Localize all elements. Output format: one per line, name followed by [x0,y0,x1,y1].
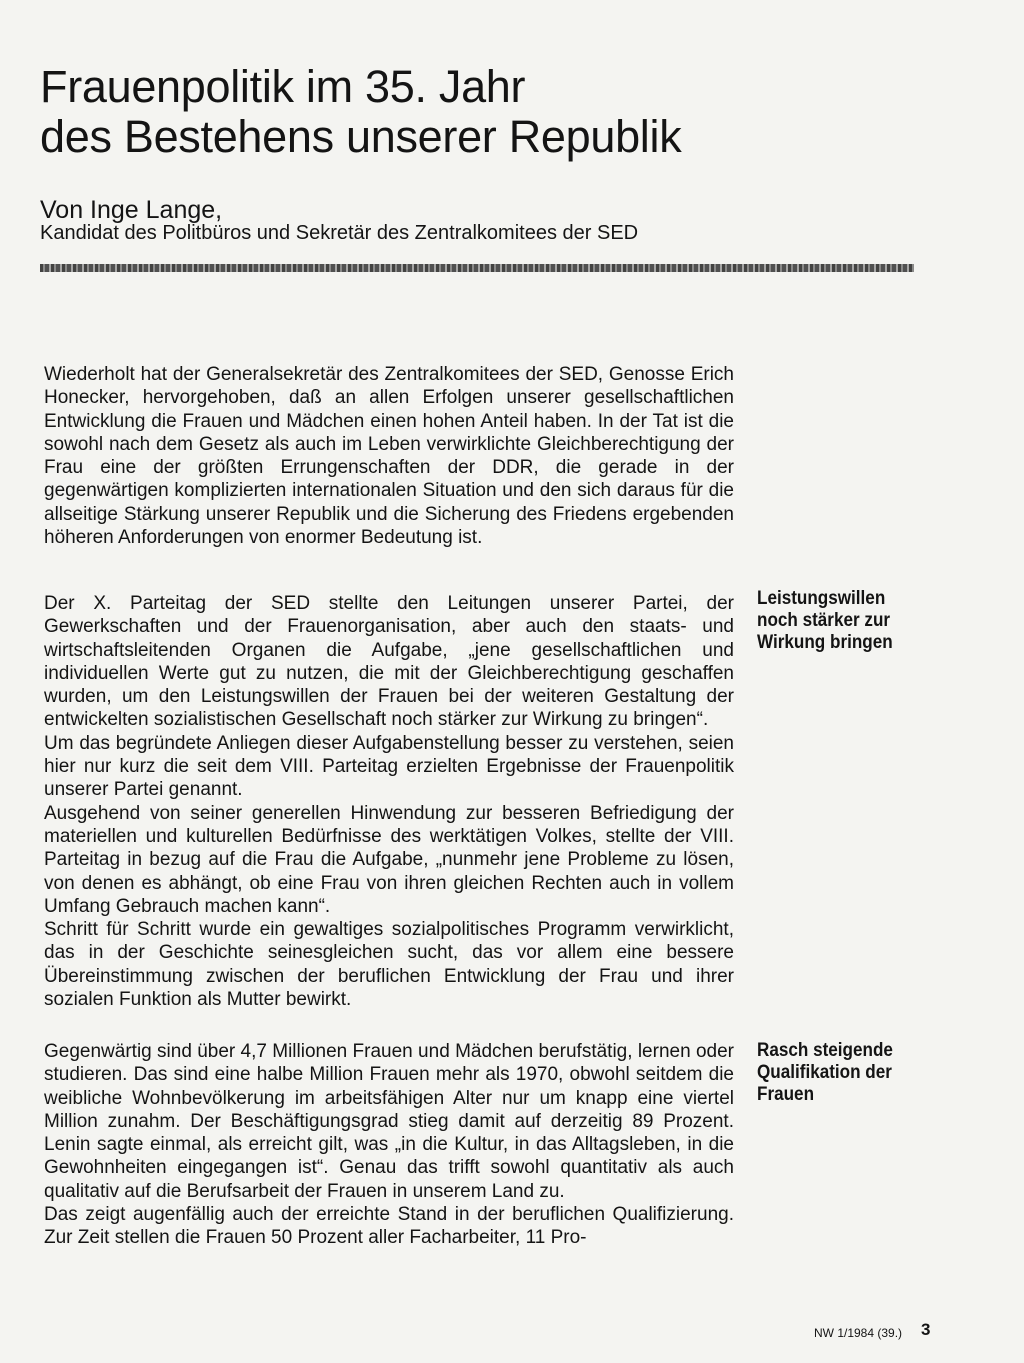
body-paragraph: Wiederholt hat der Generalsekretär des Zentralkomitees der SED, Genosse Erich Honecker, hervorgehoben, daß an allen Erfolgen unserer gesellschaftlichen Entwicklung die Frauen und Mädchen einen hohen Anteil haben. In der Tat ist die sowohl nach dem Gesetz als auch im Leben verwirklichte Gleichberechtigung der Frau eine der größten Errungenschaften der DDR, die gerade in der gegenwärtigen komplizierten internationalen Situation und den sich daraus für die allseitige Stärkung unserer Republik und die Sicherung des Friedens ergebenden höheren Anforderungen von enormer Bedeutung ist. [44,364,734,549]
body-paragraph: Um das begründete Anliegen dieser Aufgabenstellung besser zu verstehen, seien hier nur kurz die seit dem VIII. Parteitag erzielten Ergebnisse der Frauenpolitik unserer Partei genannt. [44,732,734,801]
section-3-text [44,1040,734,1250]
sidenote-qualifikation: Rasch steigende Qualifikation der Frauen [757,1040,893,1105]
title-line-2: des Bestehens unserer Republik [40,111,682,162]
header-divider [40,264,914,272]
title-line-1: Frauenpolitik im 35. Jahr [40,61,526,112]
author-name: Von Inge Lange, [40,196,223,224]
author-role: Kandidat des Politbüros und Sekretär des Zentralkomitees der SED [40,222,639,244]
body-paragraph: Der X. Parteitag der SED stellte den Leitungen unserer Partei, der Gewerkschaften und der Frauenorganisation, aber auch den staats- und wirtschaftsleitenden Organen die Aufgabe, „jene gesellschaftlichen und individuellen Werte gut zu nutzen, die mit der Gleichberechtigung geschaffen wurden, um den Leistungswillen der Frauen bei der weiteren Gestaltung der entwickelten sozialistischen Gesellschaft noch stärker zur Wirkung zu bringen“. [44,593,734,731]
body-paragraph: Gegenwärtig sind über 4,7 Millionen Frauen und Mädchen berufstätig, lernen oder studieren. Das sind eine halbe Million Frauen mehr als 1970, obwohl seitdem die weibliche Wohnbevölkerung im arbeitsfähigen Alter nur um knapp eine viertel Million zunahm. Der Beschäftigungsgrad stieg damit auf derzeitig 89 Prozent. Lenin sagte einmal, als erreicht gilt, was „in die Kultur, in das Alltagsleben, in die Gewohnheiten eingegangen ist“. Genau das trifft sowohl quantitativ als auch qualitativ auf die Berufsarbeit der Frauen in unserem Land zu. [44,1041,734,1202]
body-paragraph: Schritt für Schritt wurde ein gewaltiges sozialpolitisches Programm verwirklicht, das in der Geschichte seinesgleichen sucht, das vor allem eine bessere Übereinstimmung zwischen der beruflichen Entwicklung der Frau und ihrer sozialen Funktion als Mutter bewirkt. [44,919,734,1011]
body-paragraph: Das zeigt augenfällig auch der erreichte Stand in der beruflichen Qualifizierung. Zur Zeit stellen die Frauen 50 Prozent aller Facharbeiter, 11 Pro- [44,1204,734,1249]
sidenote-leistungswillen: Leistungswillen noch stärker zur Wirkung bringen [757,588,893,653]
section-2-text [44,592,734,1011]
article-title [40,62,840,162]
journal-reference: NW 1/1984 (39.) [814,1326,903,1340]
page-number: 3 [921,1320,931,1339]
body-paragraph: Ausgehend von seiner generellen Hinwendung zur besseren Befriedigung der materiellen und kulturellen Bedürfnisse des werktätigen Volkes, stellte der VIII. Parteitag in bezug auf die Frau die Aufgabe, „nunmehr jene Probleme zu lösen, von denen es abhängt, ob eine Frau von ihren gleichen Rechten auch in vollem Umfang Gebrauch machen kann“. [44,802,734,917]
intro-paragraph-block [44,363,734,549]
